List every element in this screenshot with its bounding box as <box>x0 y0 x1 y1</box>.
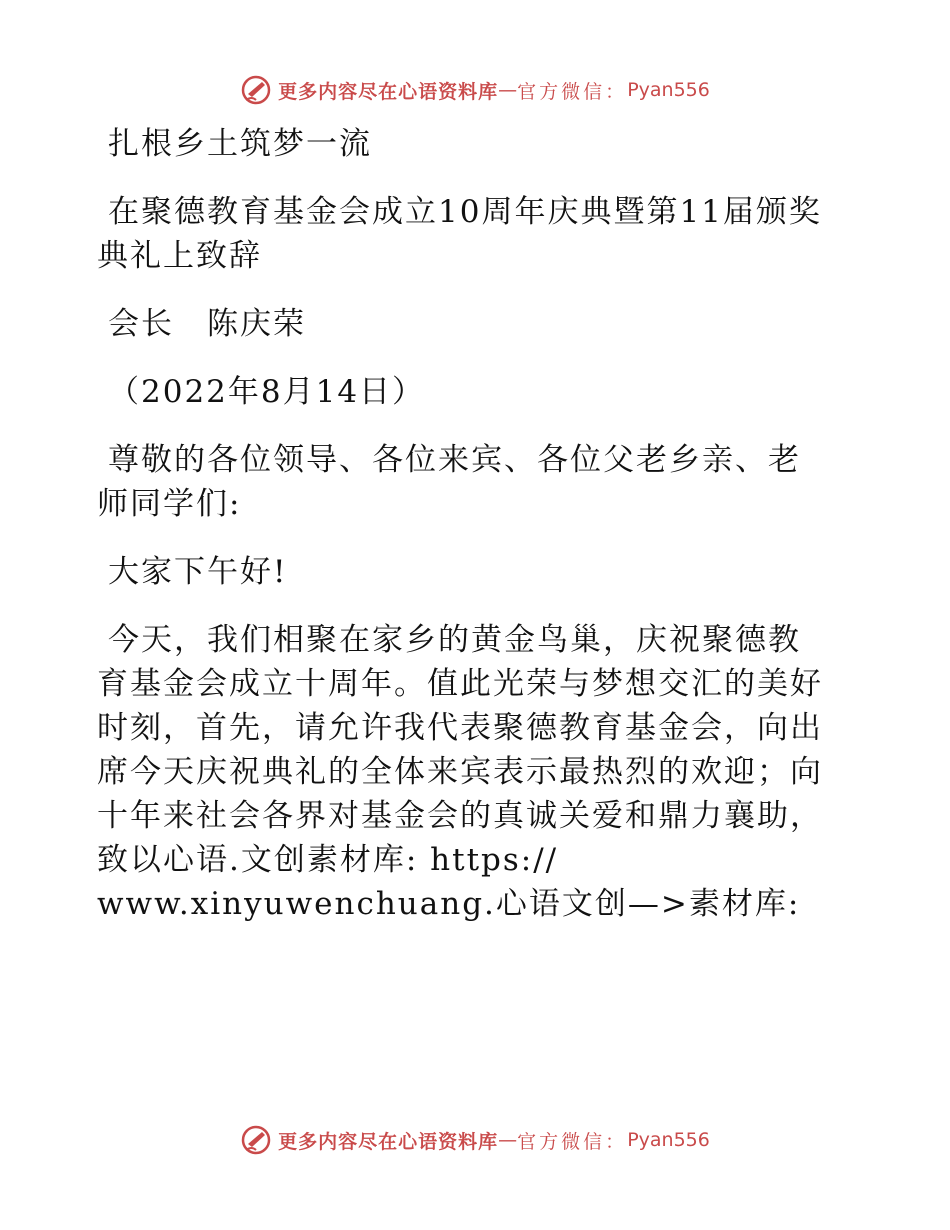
watermark-text: 更多内容尽在心语资料库 <box>278 1130 499 1153</box>
body-line: 席今天庆祝典礼的全体来宾表示最热烈的欢迎；向 <box>97 754 823 790</box>
document-body <box>97 122 857 926</box>
document-date: （2022年8月14日） <box>108 374 426 410</box>
document-subtitle-line1: 在聚德教育基金会成立10周年庆典暨第11届颁奖 <box>108 194 822 230</box>
watermark-dash: — <box>498 1129 518 1151</box>
body-line: 育基金会成立十周年。值此光荣与梦想交汇的美好 <box>97 666 823 702</box>
footer-watermark <box>0 1120 950 1160</box>
document-title: 扎根乡土筑梦一流 <box>108 126 372 162</box>
body-line: 致以心语.文创素材库: https:// <box>97 842 559 878</box>
greeting-line2: 师同学们: <box>97 486 242 522</box>
watermark-text: 更多内容尽在心语资料库 <box>278 80 499 103</box>
watermark-label: 官方微信： <box>517 1130 628 1153</box>
body-line: 时刻，首先，请允许我代表聚德教育基金会，向出 <box>97 710 823 746</box>
document-author: 会长 陈庆荣 <box>108 306 306 342</box>
brand-logo-icon <box>240 1124 272 1156</box>
body-line: 今天，我们相聚在家乡的黄金鸟巢，庆祝聚德教 <box>108 622 801 658</box>
header-watermark <box>0 70 950 110</box>
document-subtitle-line2: 典礼上致辞 <box>97 238 262 274</box>
greeting-line1: 尊敬的各位领导、各位来宾、各位父老乡亲、老 <box>108 442 801 478</box>
watermark-id: Pyan556 <box>627 1129 710 1151</box>
watermark-label: 官方微信： <box>517 80 628 103</box>
body-line: 十年来社会各界对基金会的真诚关爱和鼎力襄助， <box>97 798 823 834</box>
body-line: www.xinyuwenchuang.心语文创—>素材库: <box>97 886 801 922</box>
watermark-dash: — <box>498 79 518 101</box>
watermark-id: Pyan556 <box>627 79 710 101</box>
brand-logo-icon <box>240 74 272 106</box>
salute: 大家下午好! <box>108 554 288 590</box>
